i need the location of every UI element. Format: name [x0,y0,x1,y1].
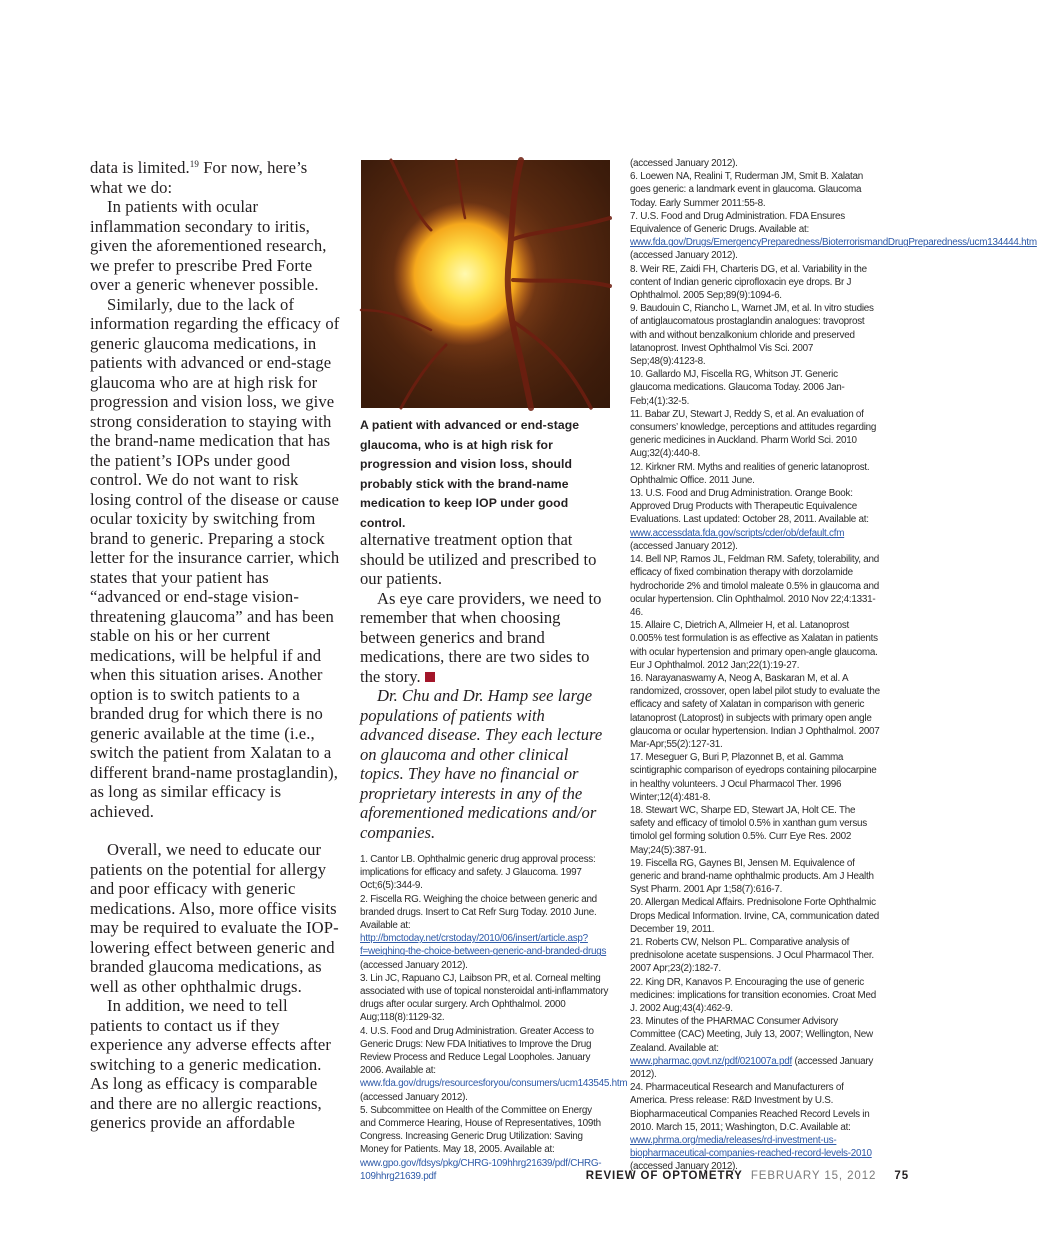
reference-text: 5. Subcommittee on Health of the Committee on Energy and Commerce Hearing, House of Representatives, 109th Congress. Increasing Generic Drug Utilization: Saving Money for Patients. May 18, 2005. Available at: [360,1104,601,1156]
reference-link[interactable]: www.fda.gov/Drugs/EmergencyPreparedness/BioterrorismandDrugPreparedness/ucm134444.htm [630,237,1037,249]
reference-item [630,1015,880,1081]
reference-text: (accessed January 2012). [360,959,468,971]
reference-link[interactable]: www.fda.gov/drugs/resourcesforyou/consumers/ucm143545.htm [360,1078,628,1090]
body-text: data is limited. [90,158,190,177]
fundus-photo [361,160,610,408]
main-column-middle [360,530,612,686]
reference-link[interactable]: http://bmctoday.net/crstoday/2010/06/insert/article.asp?f=weighing-the-choice-between-generic-and-branded-drugs [360,933,607,958]
reference-text: (accessed January 2012). [360,1091,468,1103]
reference-item: 9. Baudouin C, Riancho L, Warnet JM, et al. In vitro studies of antiglaucomatous prostaglandin analogues: travoprost with and without benzalkonium chloride and preserved latanoprost. Invest Ophthalmol Vis Sci. 2007 Sep;48(9):4123-8. [630,303,874,368]
reference-link[interactable]: www.phrma.org/media/releases/rd-investment-us-biopharmaceutical-companies-reached-record-levels-2010 [630,1135,872,1160]
paragraph: Overall, we need to educate our patients on the potential for allergy and poor efficacy with generic medications. Also, more office visits may be required to evaluate the IOP-lowering effect between generic and branded glaucoma medications, as well as other ophthalmic drugs. [90,840,339,996]
figure-caption: A patient with advanced or end-stage glaucoma, who is at high risk for progression and vision loss, should probably stick with the brand-name medication to keep IOP under good control. [360,418,580,530]
paragraph: In patients with ocular inflammation secondary to iritis, given the aforementioned research, we prefer to prescribe Pred Forte over a generic whenever possible. [90,197,327,294]
publication-name: REVIEW OF OPTOMETRY [585,1170,743,1182]
reference-item: 17. Meseguer G, Buri P, Plazonnet B, et al. Gamma scintigraphic comparison of eyedrops containing pilocarpine in healthy volunteers. J Ocul Pharmacol Ther. 1996 Winter;12(4):481-8. [630,752,877,803]
page-footer [586,1170,909,1182]
reference-item: 6. Loewen NA, Realini T, Ruderman JM, Smit B. Xalatan goes generic: a landmark event in glaucoma. Glaucoma Today. Early Summer 2011:55-8. [630,171,864,209]
body-text: As eye care providers, we need to remember that when choosing between generics and brand medications, there are two sides to the story. [360,588,602,686]
main-column-left [90,158,340,1133]
reference-item: 15. Allaire C, Dietrich A, Allmeier H, et al. Latanoprost 0.005% test formulation is as effective as Xalatan in patients with ocular hypertension and primary open-angle glaucoma. Eur J Ophthalmol. 2012 Jan;22(1):19-27. [630,620,878,671]
reference-item [360,1104,610,1183]
reference-item: 1. Cantor LB. Ophthalmic generic drug approval process: implications for efficacy and safety. J Glaucoma. 1997 Oct;6(5):344-9. [360,854,596,892]
reference-item: 8. Weir RE, Zaidi FH, Charteris DG, et al. Variability in the content of Indian generic ciprofloxacin eye drops. Br J Ophthalmol. 2005 Sep;89(9):1094-6. [630,263,867,302]
reference-item: 16. Narayanaswamy A, Neog A, Baskaran M, et al. A randomized, crossover, open label pilot study to evaluate the efficacy and safety of Xalatan in comparison with generic latanoprost (Latoprost) in subjects with primary open angle glaucoma or ocular hypertension. Indian J Ophthalmol. 2007 Mar-Apr;55(2):127-31. [630,672,880,750]
reference-item: 21. Roberts CW, Nelson PL. Comparative analysis of prednisolone acetate suspensions. J Ocul Pharmacol Ther. 2007 Apr;23(2):182-7. [630,936,874,975]
reference-text: (accessed January 2012). [630,250,738,262]
page-number: 75 [894,1170,909,1182]
reference-item: (accessed January 2012). [630,158,738,169]
reference-item: 20. Allergan Medical Affairs. Prednisolone Forte Ophthalmic Drops Medical Information. Irvine, CA, communication dated December 19, 2011. [630,897,879,935]
reference-item: 19. Fiscella RG, Gaynes BI, Jensen M. Equivalence of generic and brand-name ophthalmic products. Am J Health Syst Pharm. 2001 Apr 1;58(7):616-7. [630,857,874,896]
reference-item [630,487,880,553]
reference-text: (accessed January 2012). [630,1161,738,1173]
reference-text: (accessed January 2012). [630,540,738,552]
author-bio-text: Dr. Chu and Dr. Hamp see large populations of patients with advanced disease. They each lecture on glaucoma and other clinical topics. They have no financial or proprietary interests in any of the aforementioned medications and/or companies. [360,686,603,842]
reference-item [630,1081,880,1173]
reference-item: 22. King DR, Kanavos P. Encouraging the use of generic medicines: implications for transition economies. Croat Med J. 2002 Aug;43(4):462-9. [630,976,876,1014]
reference-link[interactable]: www.accessdata.fda.gov/scripts/cder/ob/default.cfm [630,527,845,539]
issue-date: FEBRUARY 15, 2012 [750,1170,877,1182]
references-list-a [360,853,628,1183]
reference-text: 2. Fiscella RG. Weighing the choice between generic and branded drugs. Insert to Cat Refr Surg Today. 2010 June. Available at: [360,893,597,932]
body-text: For now, here’s what we do: [90,158,308,197]
references-list-b [630,157,1037,1174]
reference-item [630,210,1037,263]
reference-link[interactable]: www.pharmac.govt.nz/pdf/021007a.pdf [630,1055,792,1067]
reference-item: 12. Kirkner RM. Myths and realities of generic latanoprost. Ophthalmic Office. 2011 June. [630,461,870,486]
reference-item: 10. Gallardo MJ, Fiscella RG, Whitson JT. Generic glaucoma medications. Glaucoma Today. 2006 Jan-Feb;4(1):32-5. [630,369,845,407]
reference-text: 13. U.S. Food and Drug Administration. Orange Book: Approved Drug Products with Therapeutic Equivalence Evaluations. Last updated: October 28, 2011. Available at: [630,488,869,526]
reference-item: 11. Babar ZU, Stewart J, Reddy S, et al. An evaluation of consumers’ knowledge, perceptions and attitudes regarding generic medicines in Auckland. Pharm World Sci. 2010 Aug;32(4):440-8. [630,408,877,460]
paragraph: Similarly, due to the lack of information regarding the efficacy of generic glaucoma medications, in patients with advanced or end-stage glaucoma who are at high risk for progression and vision loss, we give strong consideration to staying with the brand-name medication that has the patient’s IOPs under good control. We do not want to risk losing control of the disease or cause ocular toxicity by switching from brand to generic. Preparing a stock letter for the insurance carrier, which states that your patient has “advanced or end-stage vision-threatening glaucoma” and has been stable on his or her current medications, will be helpful if and when this situation arises. Another option is to switch patients to a branded drug for which there is no generic available at the time (i.e., switch the patient from Xalatan to a different brand-name prostaglandin), as long as similar efficacy is achieved. [90,294,340,821]
reference-item [360,893,610,972]
paragraph [90,158,340,197]
reference-text: 24. Pharmaceutical Research and Manufacturers of America. Press release: R&D Investment by U.S. Biopharmaceutical Companies Reached Record Levels in 2010. March 15, 2011; Washington, D.C. Available at: [630,1082,870,1133]
reference-item: 18. Stewart WC, Sharpe ED, Stewart JA, Holt CE. The safety and efficacy of timolol 0.5% in xanthan gum versus timolol gel forming solution 0.5%. Curr Eye Res. 2002 May;24(5):387-91. [630,804,867,856]
reference-item: 14. Bell NP, Ramos JL, Feldman RM. Safety, tolerability, and efficacy of fixed combination therapy with dorzolamide hydrochoride 2% and timolol maleate 0.5% in glaucoma and ocular hypertension. Clin Ophthalmol. 2010 Nov 22;4:1331-46. [630,554,879,618]
reference-item: 3. Lin JC, Rapuano CJ, Laibson PR, et al. Corneal melting associated with use of topical nonsteroidal anti-inflammatory drugs after ocular surgery. Arch Ophthalmol. 2000 Aug;118(8):1129-32. [360,972,609,1024]
reference-text: 4. U.S. Food and Drug Administration. Greater Access to Generic Drugs: New FDA Initiatives to Improve the Drug Review Process and Reduce Legal Loopholes. January 2006. Available at: [360,1025,594,1077]
optic-disc-image [361,160,610,408]
author-bio [360,686,612,842]
paragraph: In addition, we need to tell patients to contact us if they experience any adverse effects after switching to a generic medication. As long as efficacy is comparable and there are no allergic reactions, generics provide an affordable [90,996,331,1132]
reference-item [360,1025,628,1104]
reference-text: 23. Minutes of the PHARMAC Consumer Advisory Committee (CAC) Meeting, July 13, 2007; Wellington, New Zealand. Available at: [630,1016,873,1054]
reference-link[interactable]: www.gpo.gov/fdsys/pkg/CHRG-109hhrg21639/pdf/CHRG-109hhrg21639.pdf [360,1157,602,1182]
citation-superscript: 19 [189,159,199,169]
paragraph [360,589,612,687]
paragraph: alternative treatment option that should be utilized and prescribed to our patients. [360,530,597,588]
reference-text: (accessed January 2012). [630,1055,874,1081]
reference-text: 7. U.S. Food and Drug Administration. FDA Ensures Equivalence of Generic Drugs. Available at: [630,210,845,236]
end-of-story-mark [425,672,435,682]
